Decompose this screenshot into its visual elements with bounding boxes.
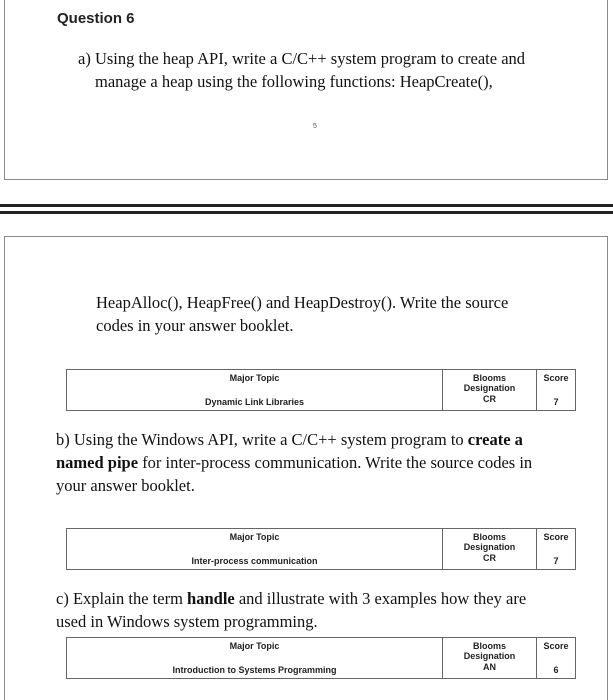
question-heading: Question 6 <box>57 10 135 27</box>
part-a-continued-text: HeapAlloc(), HeapFree() and HeapDestroy(). Write the source codes in your answer booklet. <box>96 293 509 335</box>
page-separator-top <box>0 204 613 207</box>
blooms-cell: Blooms Designation CR <box>443 370 537 411</box>
meta-table-2 <box>66 528 576 570</box>
score-cell: Score 7 <box>537 370 576 411</box>
score-cell: Score 7 <box>537 529 576 570</box>
part-c-text: c) Explain the term handle and illustrate with 3 examples how they are used in Windows system programming. <box>56 589 527 631</box>
topic-cell: Major Topic Inter-process communication <box>67 529 443 570</box>
meta-table-1 <box>66 369 576 411</box>
page-separator-bottom <box>0 211 613 214</box>
part-b-text: b) Using the Windows API, write a C/C++ system program to create a named pipe for inter-process communication. Write the source codes in your answer booklet. <box>56 430 533 495</box>
topic-cell: Major Topic Introduction to Systems Programming <box>67 638 443 679</box>
blooms-cell: Blooms Designation CR <box>443 529 537 570</box>
meta-table-3 <box>66 637 576 679</box>
blooms-cell: Blooms Designation AN <box>443 638 537 679</box>
score-cell: Score 6 <box>537 638 576 679</box>
part-a-text: a) Using the heap API, write a C/C++ system program to create and manage a heap using the following functions: HeapCreate(), <box>78 49 526 91</box>
marks-note: 5 <box>313 123 317 130</box>
topic-cell: Major Topic Dynamic Link Libraries <box>67 370 443 411</box>
